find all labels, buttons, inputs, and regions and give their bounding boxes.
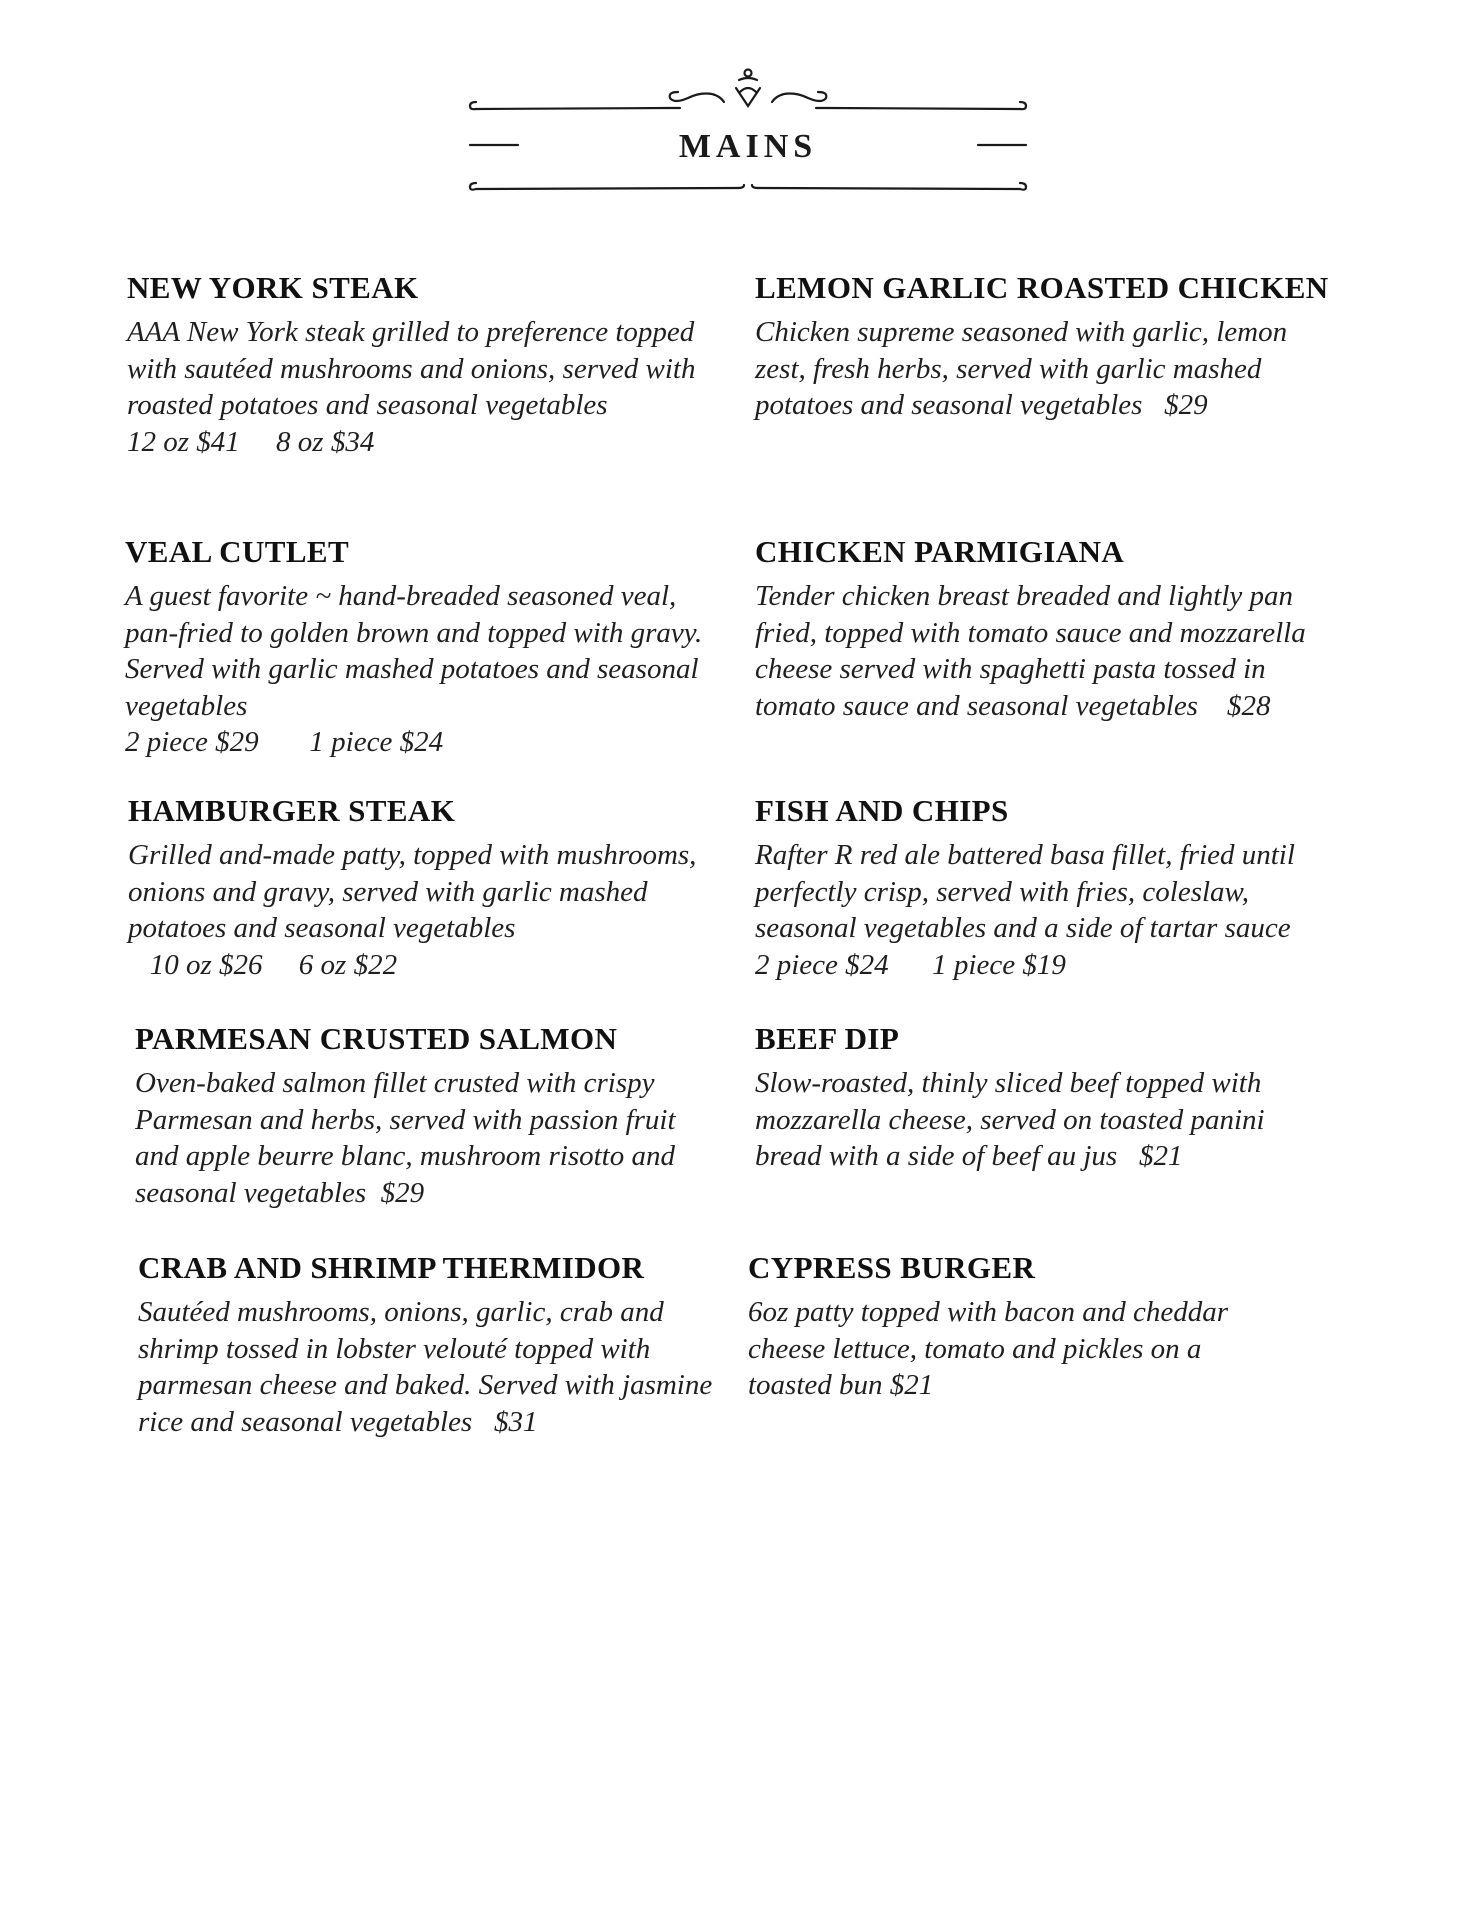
- item-name: CHICKEN PARMIGIANA: [755, 534, 1125, 569]
- item-description: Tender chicken breast breaded and lightly pan fried, topped with tomato sauce and mozzarella cheese served with spaghetti pasta tossed in tomato sauce and seasonal vegetables $28: [755, 580, 1306, 722]
- item-name: BEEF DIP: [755, 1021, 900, 1056]
- item-price: 2 piece $24 1 piece $19: [755, 948, 1066, 981]
- menu-item-parmesan-crusted-salmon: [135, 1019, 715, 1211]
- item-price: $31: [472, 1405, 538, 1438]
- menu-item-cypress-burger: [748, 1248, 1328, 1404]
- menu-item-hamburger-steak: [128, 791, 708, 983]
- menu-item-chicken-parmigiana: [755, 532, 1335, 724]
- menu-item-fish-and-chips: [755, 791, 1355, 983]
- item-name: CRAB AND SHRIMP THERMIDOR: [138, 1250, 645, 1285]
- item-name: HAMBURGER STEAK: [128, 793, 456, 828]
- item-price: 2 piece $29 1 piece $24: [125, 726, 444, 758]
- item-price: 12 oz $41 8 oz $34: [127, 425, 375, 458]
- menu-item-beef-dip: [755, 1019, 1335, 1175]
- item-name: CYPRESS BURGER: [748, 1250, 1036, 1285]
- item-description: 6oz patty topped with bacon and cheddar cheese lettuce, tomato and pickles on a toasted bun $21: [748, 1296, 1229, 1401]
- item-price: 10 oz $26 6 oz $22: [128, 948, 398, 981]
- item-price: $29: [366, 1176, 425, 1209]
- item-description: Oven-baked salmon fillet crusted with crispy Parmesan and herbs, served with passion fruit and apple beurre blanc, mushroom risotto and seasonal vegetables $29: [135, 1067, 676, 1209]
- item-description: AAA New York steak grilled to preference topped with sautéed mushrooms and onions, served with roasted potatoes and seasonal vegetables: [127, 316, 696, 421]
- menu-item-veal-cutlet: [125, 532, 705, 761]
- item-price: $29: [1142, 389, 1208, 421]
- menu-item-new-york-steak: [127, 268, 707, 460]
- section-title: MAINS: [678, 128, 818, 165]
- section-header: [468, 62, 1028, 198]
- item-name: VEAL CUTLET: [125, 534, 350, 569]
- item-description: A guest favorite ~ hand-breaded seasoned veal, pan-fried to golden brown and topped with gravy. Served with garlic mashed potatoes and seasonal vegetables: [125, 580, 703, 722]
- item-name: NEW YORK STEAK: [127, 270, 419, 305]
- item-price: $28: [1197, 689, 1271, 722]
- item-price: $21: [882, 1369, 934, 1401]
- item-description: Slow-roasted, thinly sliced beef topped with mozzarella cheese, served on toasted panini bread with a side of beef au jus $21: [755, 1067, 1265, 1172]
- item-description: Chicken supreme seasoned with garlic, lemon zest, fresh herbs, served with garlic mashed potatoes and seasonal vegetables $29: [755, 316, 1288, 421]
- item-name: LEMON GARLIC ROASTED CHICKEN: [755, 270, 1329, 305]
- item-price: $21: [1117, 1140, 1183, 1172]
- item-description: Sautéed mushrooms, onions, garlic, crab and shrimp tossed in lobster velouté topped with parmesan cheese and baked. Served with jasmine rice and seasonal vegetables $31: [138, 1296, 713, 1438]
- item-description: Rafter R red ale battered basa fillet, fried until perfectly crisp, served with fries, coleslaw, seasonal vegetables and a side of tartar sauce: [755, 839, 1295, 944]
- item-name: FISH AND CHIPS: [755, 793, 1009, 828]
- menu-item-lemon-garlic-roasted-chicken: [755, 268, 1355, 424]
- item-description: Grilled and-made patty, topped with mushrooms, onions and gravy, served with garlic mashed potatoes and seasonal vegetables 10 oz $26 6 oz $22: [128, 839, 697, 981]
- item-name: PARMESAN CRUSTED SALMON: [135, 1021, 618, 1056]
- menu-item-crab-and-shrimp-thermidor: [138, 1248, 718, 1440]
